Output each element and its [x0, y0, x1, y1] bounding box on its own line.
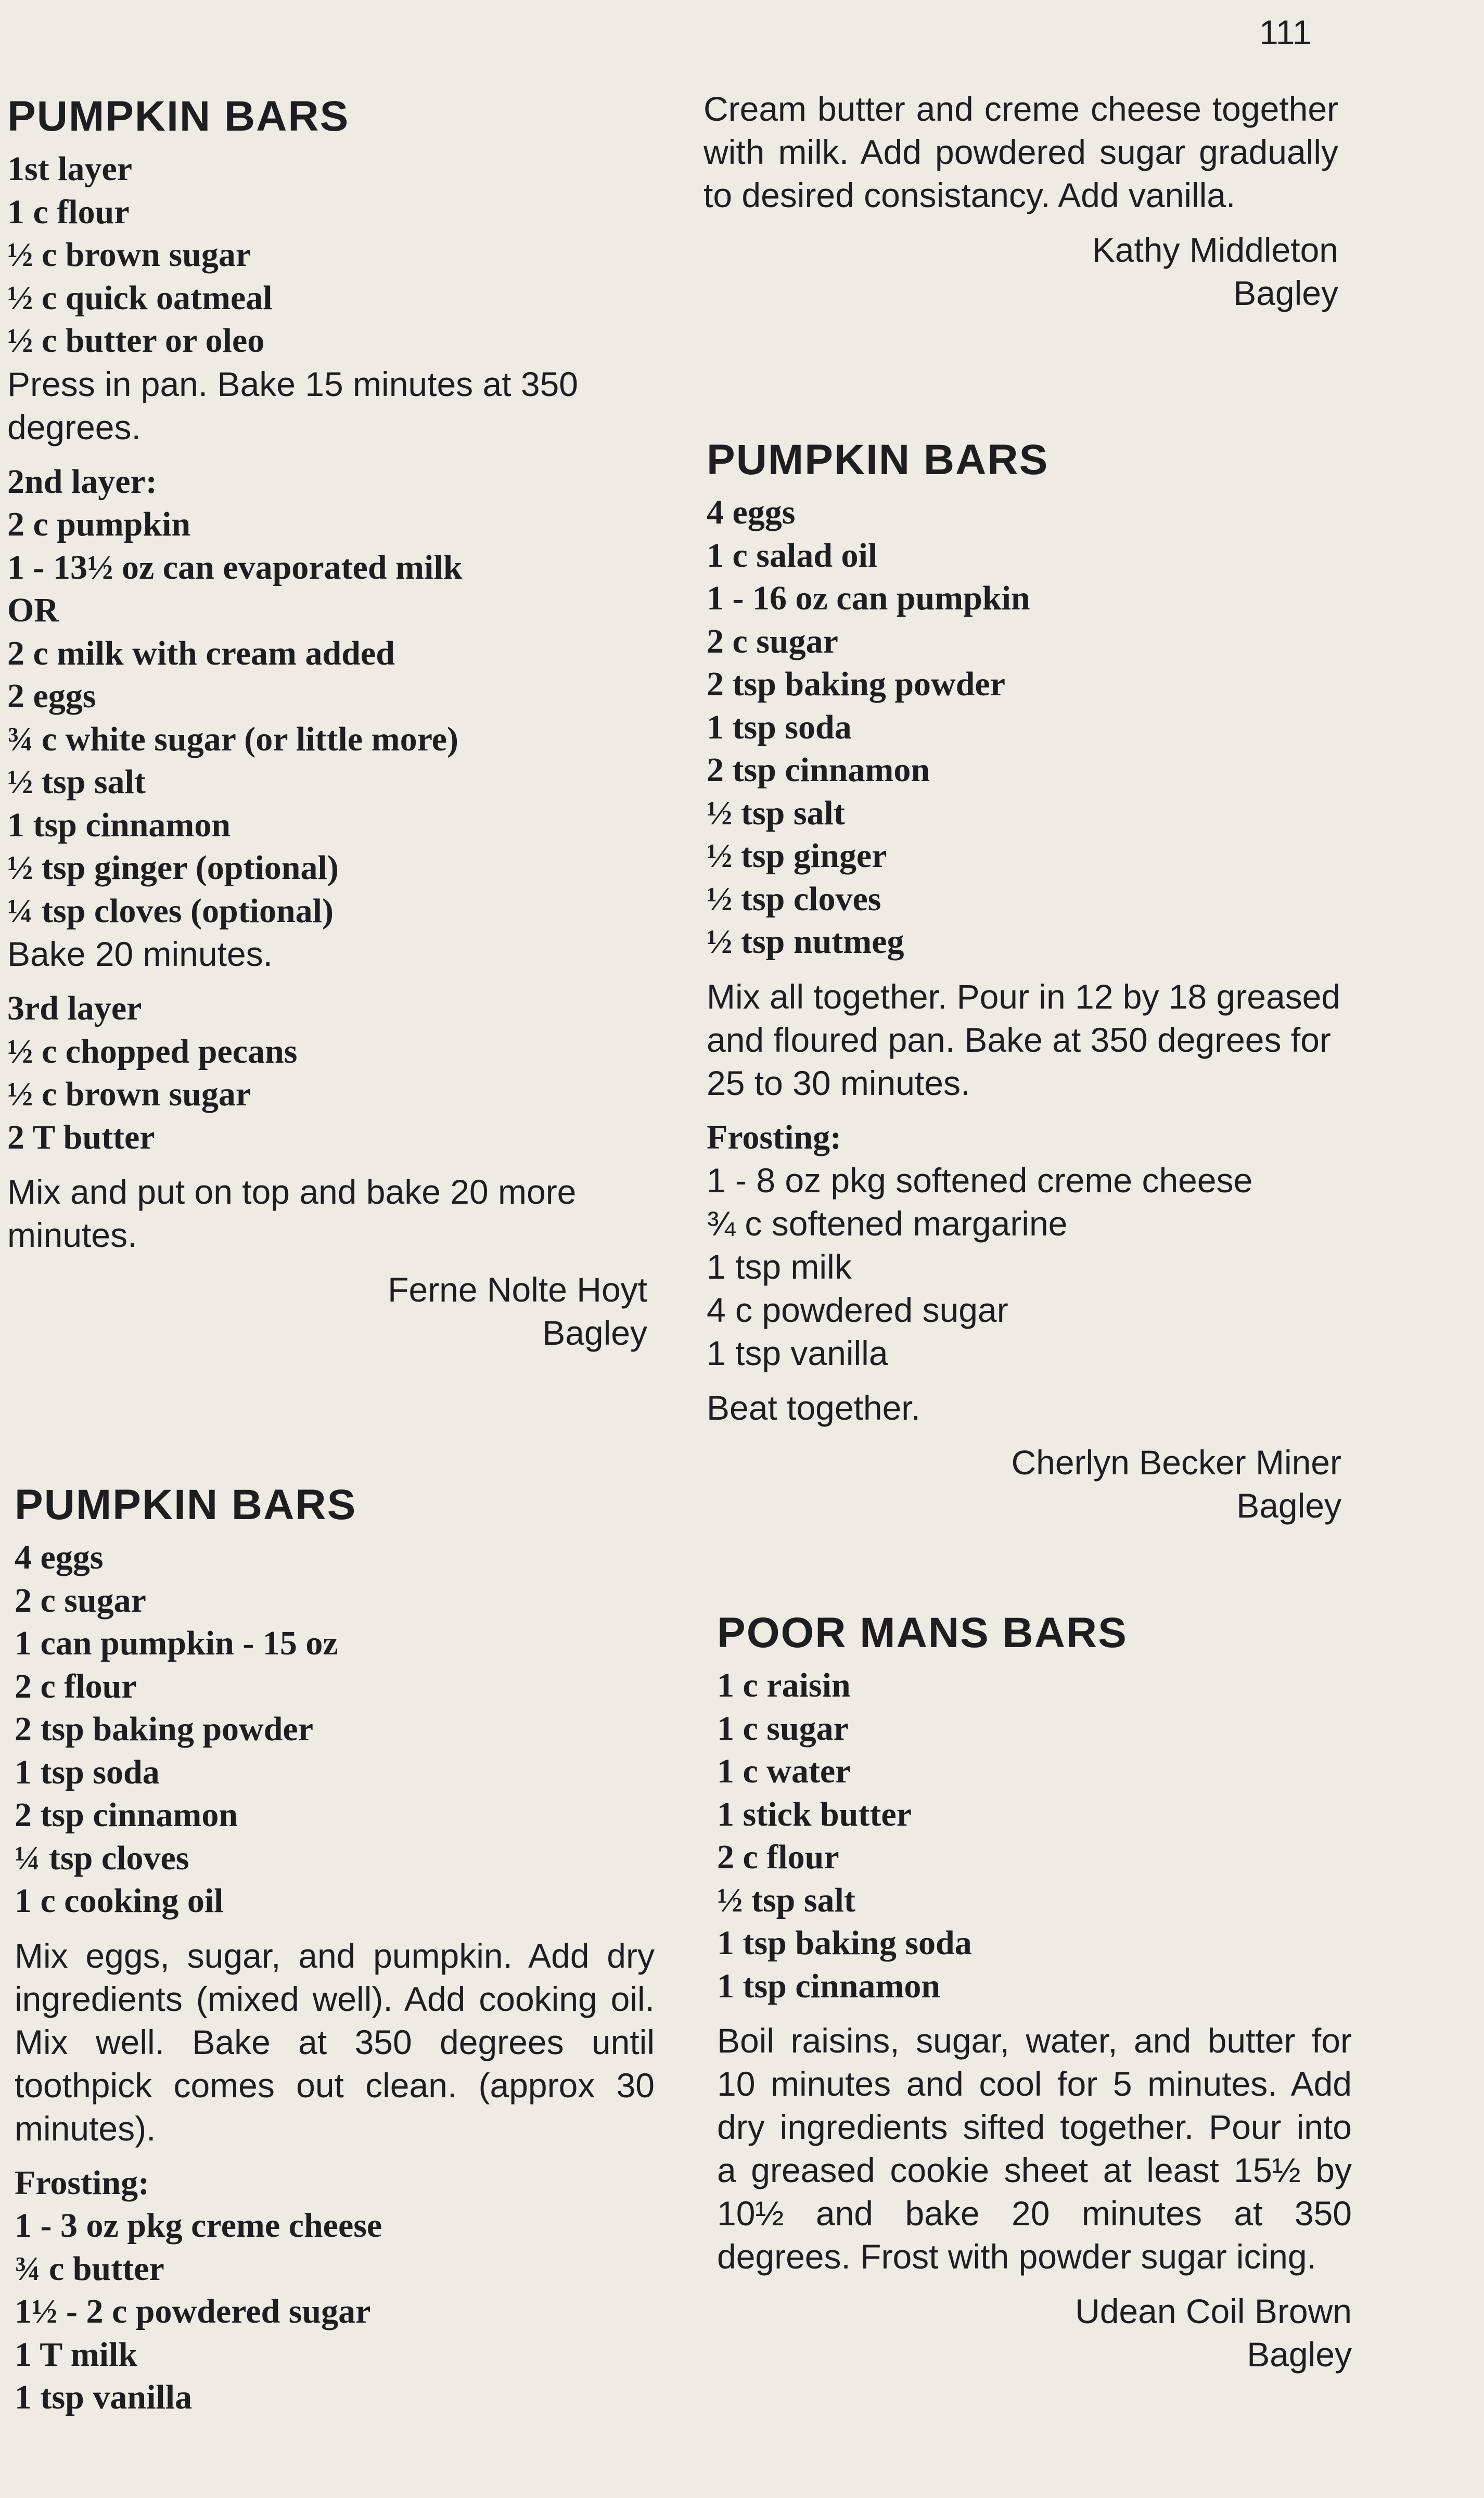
- ingredient-list: [717, 1664, 1352, 2008]
- ingredient: 2 T butter: [7, 1118, 155, 1156]
- ingredient: 1 tsp baking soda: [717, 1924, 972, 1962]
- frosting-list: [707, 1159, 1341, 1375]
- ingredient: ½ tsp salt: [707, 794, 845, 832]
- instructions: Mix all together. Pour in 12 by 18 greased and floured pan. Bake at 350 degrees for 25 to 30 minutes.: [707, 977, 1341, 1102]
- ingredient: ½ c brown sugar: [7, 1075, 251, 1113]
- ingredient: ½ c quick oatmeal: [7, 278, 273, 317]
- ingredient: 4 eggs: [15, 1538, 104, 1576]
- ingredient: 1 c cooking oil: [15, 1882, 224, 1920]
- ingredient: ½ tsp ginger: [707, 837, 887, 875]
- ingredient: 1 c flour: [7, 193, 130, 231]
- ingredient: ½ tsp nutmeg: [707, 923, 904, 961]
- ingredient: 2 eggs: [7, 677, 96, 715]
- recipe-title: PUMPKIN BARS: [7, 93, 350, 140]
- ingredient: 1 tsp soda: [15, 1753, 160, 1791]
- ingredient: 2 tsp cinnamon: [707, 751, 930, 789]
- layer-heading: 2nd layer:: [7, 462, 157, 501]
- ingredient: ½ tsp cloves: [707, 880, 881, 918]
- ingredient: ½ c butter or oleo: [7, 322, 265, 360]
- recipe-pumpkin-bars-layered: [7, 87, 647, 1355]
- instructions: Press in pan. Bake 15 minutes at 350 degrees.: [7, 364, 578, 447]
- ingredient: ¼ tsp cloves: [15, 1839, 189, 1877]
- instructions: Mix eggs, sugar, and pumpkin. Add dry ingredients (mixed well). Add cooking oil. Mix well. Bake at 350 degrees until toothpick comes out clean. (approx 30 minutes).: [15, 1936, 655, 2148]
- ingredient: 1 c raisin: [717, 1666, 851, 1704]
- ingredient: ½ tsp ginger (optional): [7, 849, 339, 887]
- frosting-ingredient: 1 tsp vanilla: [15, 2378, 193, 2416]
- ingredient: 1 tsp soda: [707, 708, 852, 746]
- frosting-ingredient: 1 T milk: [15, 2335, 137, 2374]
- recipe-title: PUMPKIN BARS: [707, 436, 1049, 483]
- frosting-ingredient: 1½ - 2 c powdered sugar: [15, 2292, 371, 2330]
- page-number: 111: [1259, 13, 1312, 52]
- ingredient: 2 tsp baking powder: [707, 665, 1005, 703]
- ingredient: 2 c flour: [15, 1667, 137, 1705]
- ingredient: 1 tsp cinnamon: [717, 1967, 941, 2005]
- recipe-title: POOR MANS BARS: [717, 1609, 1128, 1656]
- recipe-credit: [7, 1268, 647, 1355]
- frosting-ingredient: 1 tsp vanilla: [707, 1334, 888, 1372]
- ingredient: 1 - 16 oz can pumpkin: [707, 579, 1030, 617]
- author: Udean Coil Brown: [1075, 2292, 1352, 2330]
- ingredient-list: [15, 1536, 655, 1923]
- ingredient: 2 c pumpkin: [7, 505, 191, 543]
- frosting-heading: Frosting:: [707, 1118, 842, 1156]
- ingredient: 1 c sugar: [717, 1709, 849, 1748]
- ingredient: 2 tsp cinnamon: [15, 1796, 238, 1834]
- instructions: Mix and put on top and bake 20 more minutes.: [7, 1172, 577, 1254]
- town: Bagley: [542, 1314, 647, 1352]
- layer-heading: 1st layer: [7, 150, 133, 188]
- instructions: Bake 20 minutes.: [7, 935, 273, 973]
- ingredient: ¾ c white sugar (or little more): [7, 720, 458, 758]
- ingredient: 1 stick butter: [717, 1795, 912, 1833]
- ingredient: ½ c brown sugar: [7, 236, 251, 274]
- ingredient: 2 c sugar: [15, 1581, 146, 1620]
- ingredient: 1 can pumpkin - 15 oz: [15, 1624, 338, 1662]
- ingredient: 2 c sugar: [707, 622, 838, 660]
- ingredient: 1 c salad oil: [707, 536, 878, 575]
- ingredient: 1 - 13½ oz can evaporated milk: [7, 548, 463, 587]
- town: Bagley: [1247, 2335, 1352, 2374]
- recipe-pumpkin-bars-simple: [15, 1476, 655, 2419]
- ingredient: 4 eggs: [707, 493, 796, 531]
- frosting-ingredient: 4 c powdered sugar: [707, 1291, 1008, 1329]
- frosting-heading: Frosting:: [15, 2163, 150, 2202]
- layer-heading: 3rd layer: [7, 989, 142, 1027]
- recipe-credit: [707, 1441, 1341, 1527]
- ingredient-list: [7, 503, 647, 933]
- recipe-credit: [703, 228, 1338, 315]
- ingredient: ½ tsp salt: [717, 1881, 855, 1919]
- town: Bagley: [1233, 274, 1338, 312]
- ingredient-list: [7, 1030, 647, 1159]
- recipe-credit: [717, 2290, 1352, 2376]
- ingredient: 1 c water: [717, 1752, 851, 1790]
- frosting-ingredient: 1 - 3 oz pkg creme cheese: [15, 2207, 382, 2245]
- ingredient: 2 tsp baking powder: [15, 1710, 313, 1748]
- frosting-ingredient: 1 tsp milk: [707, 1247, 852, 1286]
- instructions: Cream butter and creme cheese together with milk. Add powdered sugar gradually to desired consistancy. Add vanilla.: [703, 90, 1338, 214]
- frosting-ingredient: ¾ c softened margarine: [707, 1204, 1068, 1243]
- frosting-instructions: Beat together.: [707, 1388, 920, 1427]
- author: Kathy Middleton: [1092, 231, 1338, 269]
- ingredient-list: [7, 191, 647, 363]
- frosting-list: [15, 2204, 655, 2419]
- recipe-title: PUMPKIN BARS: [15, 1481, 357, 1528]
- recipe-frosting-continuation: [703, 87, 1338, 315]
- author: Ferne Nolte Hoyt: [388, 1270, 647, 1309]
- frosting-ingredient: 1 - 8 oz pkg softened creme cheese: [707, 1161, 1253, 1200]
- ingredient: 2 c flour: [717, 1838, 839, 1876]
- instructions: Boil raisins, sugar, water, and butter for 10 minutes and cool for 5 minutes. Add dry ingredients sifted together. Pour into a greased cookie sheet at least 15½ by 10½ and bake 20 minutes at 350 degrees. Frost with powder sugar icing.: [717, 2021, 1352, 2276]
- ingredient: ½ c chopped pecans: [7, 1032, 298, 1070]
- author: Cherlyn Becker Miner: [1011, 1443, 1341, 1482]
- ingredient-list: [707, 491, 1341, 964]
- ingredient: 2 c milk with cream added: [7, 634, 395, 672]
- town: Bagley: [1236, 1486, 1341, 1525]
- ingredient: 1 tsp cinnamon: [7, 806, 231, 844]
- ingredient: ½ tsp salt: [7, 763, 146, 801]
- recipe-pumpkin-bars-frosted: [707, 431, 1341, 1527]
- ingredient: OR: [7, 591, 59, 629]
- ingredient: ¼ tsp cloves (optional): [7, 891, 334, 930]
- recipe-poor-mans-bars: [717, 1604, 1352, 2376]
- frosting-ingredient: ¾ c butter: [15, 2249, 164, 2288]
